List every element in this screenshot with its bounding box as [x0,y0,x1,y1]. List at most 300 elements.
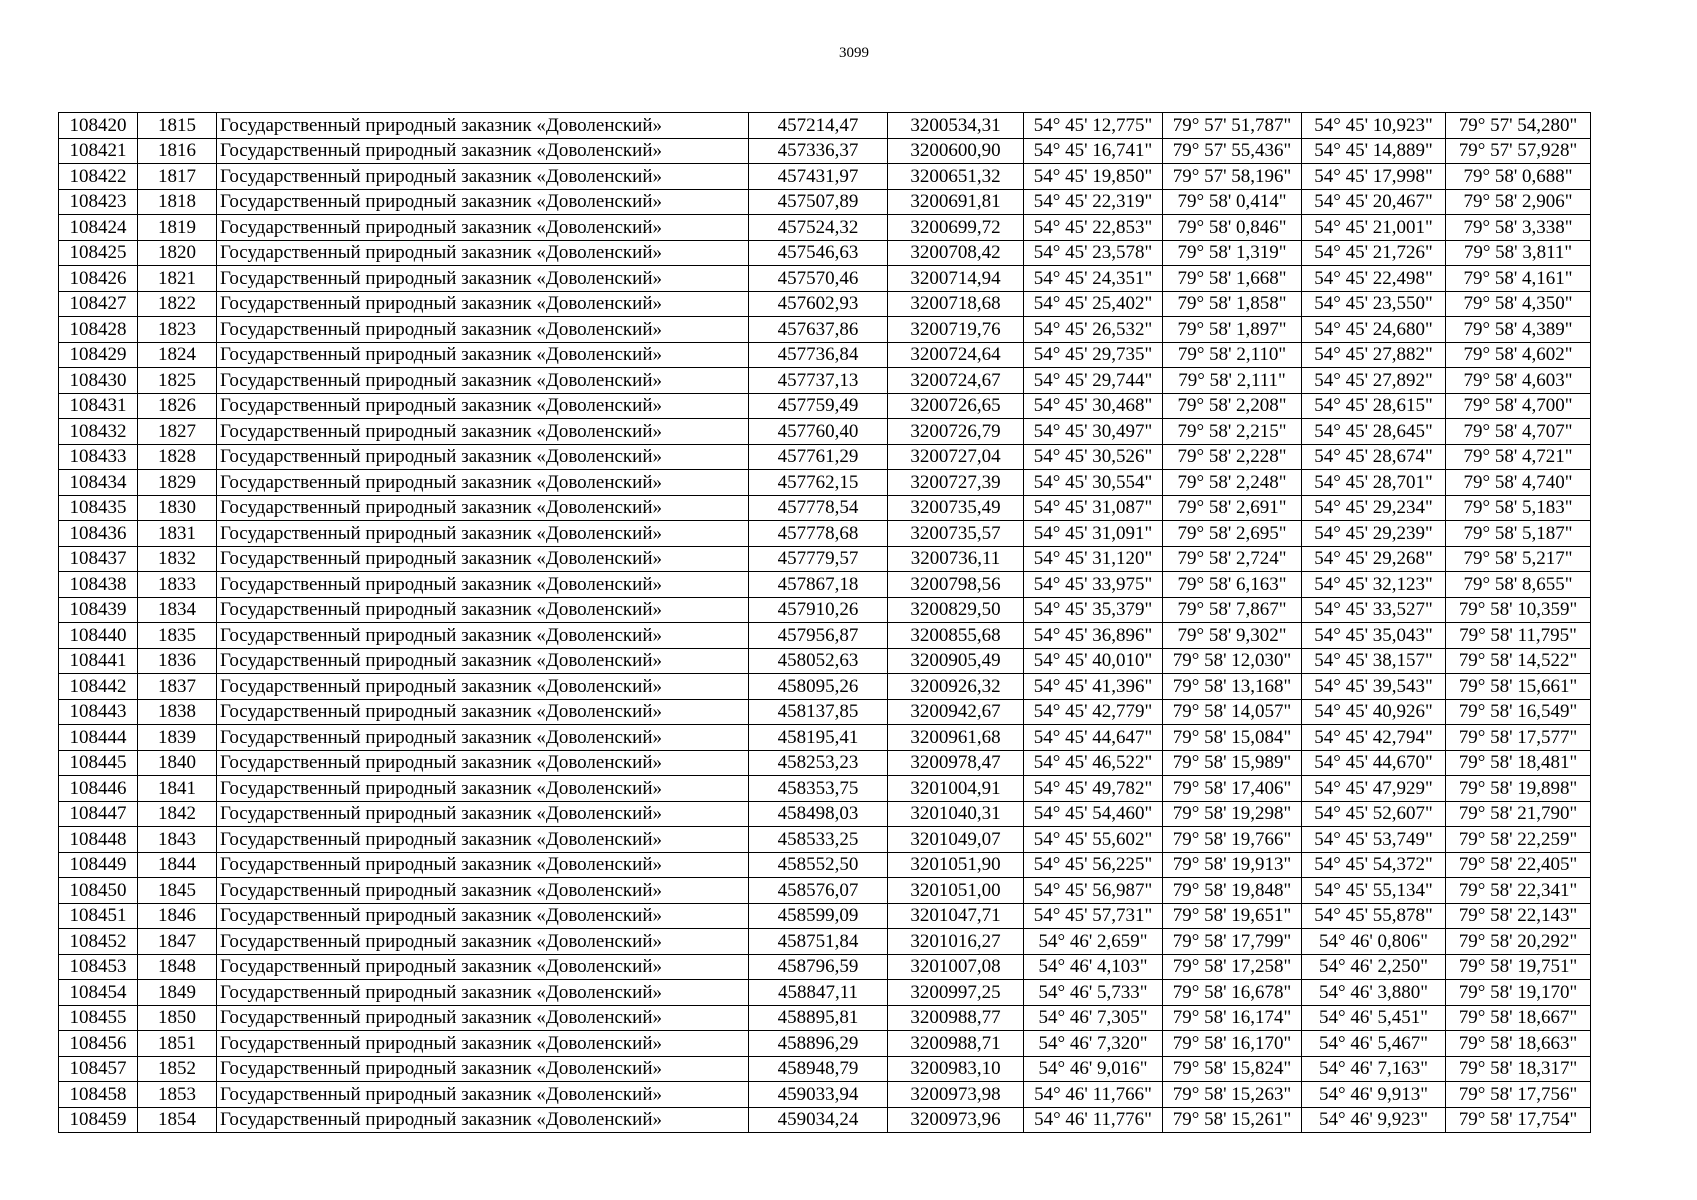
cell-latitude-2: 54° 45' 17,998" [1302,164,1446,190]
cell-object-name: Государственный природный заказник «Доволенский» [217,266,749,292]
cell-point-number: 1819 [138,215,217,241]
cell-point-number: 1826 [138,393,217,419]
cell-x-coordinate: 457778,68 [749,521,888,547]
table-row [59,572,1591,598]
cell-point-number: 1848 [138,954,217,980]
cell-latitude-1: 54° 45' 55,602" [1024,827,1163,853]
cell-latitude-2: 54° 45' 35,043" [1302,623,1446,649]
cell-object-name: Государственный природный заказник «Доволенский» [217,189,749,215]
cell-latitude-1: 54° 45' 24,351" [1024,266,1163,292]
cell-latitude-2: 54° 45' 42,794" [1302,725,1446,751]
table-row [59,317,1591,343]
cell-object-name: Государственный природный заказник «Доволенский» [217,1005,749,1031]
cell-longitude-2: 79° 58' 11,795" [1446,623,1591,649]
cell-point-number: 1845 [138,878,217,904]
cell-point-number: 1821 [138,266,217,292]
cell-longitude-1: 79° 58' 2,724" [1163,546,1302,572]
table-row [59,929,1591,955]
cell-point-number: 1839 [138,725,217,751]
cell-latitude-2: 54° 45' 32,123" [1302,572,1446,598]
cell-object-name: Государственный природный заказник «Доволенский» [217,623,749,649]
cell-longitude-1: 79° 58' 2,215" [1163,419,1302,445]
table-row [59,674,1591,700]
cell-object-name: Государственный природный заказник «Доволенский» [217,521,749,547]
cell-latitude-1: 54° 45' 41,396" [1024,674,1163,700]
cell-point-number: 1853 [138,1082,217,1108]
table-row [59,546,1591,572]
cell-latitude-1: 54° 45' 40,010" [1024,648,1163,674]
cell-longitude-2: 79° 58' 18,667" [1446,1005,1591,1031]
cell-x-coordinate: 458353,75 [749,776,888,802]
cell-point-number: 1824 [138,342,217,368]
cell-x-coordinate: 458253,23 [749,750,888,776]
cell-point-number: 1817 [138,164,217,190]
cell-latitude-2: 54° 46' 9,923" [1302,1107,1446,1133]
cell-longitude-1: 79° 58' 2,248" [1163,470,1302,496]
cell-y-coordinate: 3200719,76 [888,317,1024,343]
cell-longitude-2: 79° 58' 3,338" [1446,215,1591,241]
cell-longitude-1: 79° 57' 58,196" [1163,164,1302,190]
cell-y-coordinate: 3200699,72 [888,215,1024,241]
table-row [59,368,1591,394]
cell-record-id: 108454 [59,980,138,1006]
cell-y-coordinate: 3200727,04 [888,444,1024,470]
cell-longitude-1: 79° 58' 19,848" [1163,878,1302,904]
cell-record-id: 108427 [59,291,138,317]
table-row [59,138,1591,164]
cell-object-name: Государственный природный заказник «Доволенский» [217,776,749,802]
cell-point-number: 1822 [138,291,217,317]
cell-latitude-1: 54° 45' 12,775" [1024,113,1163,139]
cell-point-number: 1833 [138,572,217,598]
cell-point-number: 1837 [138,674,217,700]
cell-latitude-1: 54° 45' 31,120" [1024,546,1163,572]
cell-object-name: Государственный природный заказник «Доволенский» [217,215,749,241]
table-row [59,623,1591,649]
table-row [59,113,1591,139]
cell-record-id: 108428 [59,317,138,343]
cell-object-name: Государственный природный заказник «Доволенский» [217,240,749,266]
cell-longitude-2: 79° 58' 22,259" [1446,827,1591,853]
cell-y-coordinate: 3201051,00 [888,878,1024,904]
cell-longitude-1: 79° 57' 55,436" [1163,138,1302,164]
cell-latitude-2: 54° 45' 14,889" [1302,138,1446,164]
table-row [59,1005,1591,1031]
cell-latitude-2: 54° 46' 5,467" [1302,1031,1446,1057]
cell-latitude-2: 54° 46' 0,806" [1302,929,1446,955]
table-row [59,852,1591,878]
cell-latitude-2: 54° 45' 54,372" [1302,852,1446,878]
cell-x-coordinate: 459034,24 [749,1107,888,1133]
cell-longitude-1: 79° 58' 2,695" [1163,521,1302,547]
cell-longitude-1: 79° 58' 1,319" [1163,240,1302,266]
cell-record-id: 108440 [59,623,138,649]
cell-longitude-2: 79° 58' 4,602" [1446,342,1591,368]
cell-longitude-2: 79° 58' 17,756" [1446,1082,1591,1108]
cell-longitude-1: 79° 58' 12,030" [1163,648,1302,674]
cell-y-coordinate: 3200855,68 [888,623,1024,649]
cell-y-coordinate: 3200978,47 [888,750,1024,776]
cell-record-id: 108448 [59,827,138,853]
cell-latitude-2: 54° 45' 28,615" [1302,393,1446,419]
cell-x-coordinate: 457602,93 [749,291,888,317]
cell-object-name: Государственный природный заказник «Доволенский» [217,827,749,853]
cell-latitude-1: 54° 46' 7,320" [1024,1031,1163,1057]
cell-longitude-1: 79° 58' 17,258" [1163,954,1302,980]
cell-latitude-2: 54° 45' 28,674" [1302,444,1446,470]
cell-object-name: Государственный природный заказник «Доволенский» [217,801,749,827]
cell-latitude-1: 54° 46' 7,305" [1024,1005,1163,1031]
cell-longitude-2: 79° 58' 15,661" [1446,674,1591,700]
cell-y-coordinate: 3200735,49 [888,495,1024,521]
cell-latitude-1: 54° 45' 30,554" [1024,470,1163,496]
cell-longitude-1: 79° 58' 2,691" [1163,495,1302,521]
table-row [59,725,1591,751]
cell-longitude-1: 79° 58' 0,846" [1163,215,1302,241]
table-row [59,827,1591,853]
cell-longitude-2: 79° 58' 17,577" [1446,725,1591,751]
cell-x-coordinate: 458576,07 [749,878,888,904]
cell-record-id: 108436 [59,521,138,547]
cell-point-number: 1820 [138,240,217,266]
cell-longitude-1: 79° 58' 19,913" [1163,852,1302,878]
cell-record-id: 108431 [59,393,138,419]
cell-object-name: Государственный природный заказник «Доволенский» [217,546,749,572]
cell-y-coordinate: 3200727,39 [888,470,1024,496]
cell-latitude-1: 54° 45' 31,087" [1024,495,1163,521]
cell-x-coordinate: 457761,29 [749,444,888,470]
cell-point-number: 1847 [138,929,217,955]
cell-y-coordinate: 3200983,10 [888,1056,1024,1082]
cell-y-coordinate: 3200600,90 [888,138,1024,164]
cell-x-coordinate: 457760,40 [749,419,888,445]
cell-longitude-2: 79° 58' 4,700" [1446,393,1591,419]
cell-point-number: 1842 [138,801,217,827]
cell-x-coordinate: 458599,09 [749,903,888,929]
cell-latitude-1: 54° 46' 11,776" [1024,1107,1163,1133]
cell-longitude-1: 79° 58' 15,989" [1163,750,1302,776]
cell-point-number: 1835 [138,623,217,649]
cell-record-id: 108433 [59,444,138,470]
cell-point-number: 1827 [138,419,217,445]
cell-y-coordinate: 3200988,71 [888,1031,1024,1057]
cell-longitude-2: 79° 58' 4,161" [1446,266,1591,292]
cell-point-number: 1834 [138,597,217,623]
cell-x-coordinate: 457431,97 [749,164,888,190]
cell-object-name: Государственный природный заказник «Доволенский» [217,674,749,700]
cell-record-id: 108439 [59,597,138,623]
cell-y-coordinate: 3200988,77 [888,1005,1024,1031]
cell-longitude-1: 79° 58' 16,678" [1163,980,1302,1006]
cell-longitude-1: 79° 58' 7,867" [1163,597,1302,623]
cell-longitude-2: 79° 58' 3,811" [1446,240,1591,266]
cell-x-coordinate: 457779,57 [749,546,888,572]
cell-y-coordinate: 3200997,25 [888,980,1024,1006]
table-body [59,113,1591,1133]
cell-x-coordinate: 457570,46 [749,266,888,292]
cell-record-id: 108423 [59,189,138,215]
cell-x-coordinate: 458895,81 [749,1005,888,1031]
cell-longitude-2: 79° 58' 22,405" [1446,852,1591,878]
cell-longitude-2: 79° 58' 4,707" [1446,419,1591,445]
cell-x-coordinate: 457762,15 [749,470,888,496]
cell-longitude-2: 79° 58' 2,906" [1446,189,1591,215]
cell-x-coordinate: 457737,13 [749,368,888,394]
cell-latitude-1: 54° 46' 5,733" [1024,980,1163,1006]
cell-latitude-1: 54° 45' 26,532" [1024,317,1163,343]
cell-record-id: 108443 [59,699,138,725]
cell-longitude-2: 79° 58' 4,603" [1446,368,1591,394]
table-row [59,495,1591,521]
cell-latitude-1: 54° 46' 2,659" [1024,929,1163,955]
cell-latitude-1: 54° 45' 30,497" [1024,419,1163,445]
cell-record-id: 108437 [59,546,138,572]
cell-record-id: 108451 [59,903,138,929]
cell-record-id: 108420 [59,113,138,139]
cell-longitude-2: 79° 58' 4,740" [1446,470,1591,496]
cell-point-number: 1844 [138,852,217,878]
cell-y-coordinate: 3200714,94 [888,266,1024,292]
cell-longitude-2: 79° 58' 16,549" [1446,699,1591,725]
cell-longitude-1: 79° 58' 19,766" [1163,827,1302,853]
cell-point-number: 1828 [138,444,217,470]
cell-x-coordinate: 458552,50 [749,852,888,878]
cell-latitude-2: 54° 45' 40,926" [1302,699,1446,725]
cell-x-coordinate: 457546,63 [749,240,888,266]
cell-latitude-1: 54° 45' 33,975" [1024,572,1163,598]
table-row [59,954,1591,980]
cell-latitude-2: 54° 45' 10,923" [1302,113,1446,139]
cell-y-coordinate: 3201016,27 [888,929,1024,955]
table-row [59,1056,1591,1082]
cell-record-id: 108458 [59,1082,138,1108]
cell-longitude-1: 79° 58' 2,228" [1163,444,1302,470]
cell-longitude-1: 79° 58' 2,111" [1163,368,1302,394]
cell-object-name: Государственный природный заказник «Доволенский» [217,113,749,139]
cell-point-number: 1849 [138,980,217,1006]
cell-y-coordinate: 3200718,68 [888,291,1024,317]
cell-longitude-1: 79° 58' 9,302" [1163,623,1302,649]
cell-object-name: Государственный природный заказник «Доволенский» [217,393,749,419]
page-number: 3099 [839,45,869,61]
cell-point-number: 1815 [138,113,217,139]
cell-latitude-2: 54° 45' 53,749" [1302,827,1446,853]
cell-longitude-2: 79° 58' 18,663" [1446,1031,1591,1057]
cell-y-coordinate: 3200726,79 [888,419,1024,445]
cell-y-coordinate: 3200942,67 [888,699,1024,725]
cell-x-coordinate: 458533,25 [749,827,888,853]
cell-latitude-1: 54° 45' 31,091" [1024,521,1163,547]
cell-record-id: 108438 [59,572,138,598]
cell-longitude-2: 79° 58' 18,317" [1446,1056,1591,1082]
cell-point-number: 1841 [138,776,217,802]
cell-object-name: Государственный природный заказник «Доволенский» [217,368,749,394]
cell-longitude-1: 79° 58' 19,298" [1163,801,1302,827]
cell-latitude-1: 54° 45' 54,460" [1024,801,1163,827]
cell-record-id: 108450 [59,878,138,904]
cell-y-coordinate: 3201051,90 [888,852,1024,878]
cell-latitude-1: 54° 45' 22,853" [1024,215,1163,241]
cell-longitude-2: 79° 58' 5,183" [1446,495,1591,521]
cell-record-id: 108441 [59,648,138,674]
cell-object-name: Государственный природный заказник «Доволенский» [217,572,749,598]
cell-longitude-1: 79° 58' 15,824" [1163,1056,1302,1082]
cell-object-name: Государственный природный заказник «Доволенский» [217,1056,749,1082]
cell-x-coordinate: 458052,63 [749,648,888,674]
cell-latitude-2: 54° 45' 28,645" [1302,419,1446,445]
coordinates-table [58,112,1591,1133]
cell-record-id: 108444 [59,725,138,751]
cell-y-coordinate: 3200651,32 [888,164,1024,190]
cell-x-coordinate: 457637,86 [749,317,888,343]
cell-object-name: Государственный природный заказник «Доволенский» [217,750,749,776]
cell-longitude-2: 79° 58' 8,655" [1446,572,1591,598]
cell-latitude-2: 54° 45' 21,001" [1302,215,1446,241]
cell-longitude-1: 79° 58' 17,406" [1163,776,1302,802]
cell-record-id: 108449 [59,852,138,878]
cell-latitude-1: 54° 45' 56,225" [1024,852,1163,878]
cell-latitude-2: 54° 45' 38,157" [1302,648,1446,674]
table-row [59,878,1591,904]
cell-point-number: 1831 [138,521,217,547]
cell-latitude-2: 54° 45' 44,670" [1302,750,1446,776]
cell-latitude-2: 54° 46' 9,913" [1302,1082,1446,1108]
cell-object-name: Государственный природный заказник «Доволенский» [217,317,749,343]
table-row [59,597,1591,623]
table-row [59,266,1591,292]
cell-latitude-2: 54° 45' 27,892" [1302,368,1446,394]
table-row [59,1107,1591,1133]
cell-object-name: Государственный природный заказник «Доволенский» [217,1082,749,1108]
cell-y-coordinate: 3200726,65 [888,393,1024,419]
table-row [59,776,1591,802]
table-row [59,342,1591,368]
cell-latitude-1: 54° 45' 19,850" [1024,164,1163,190]
cell-y-coordinate: 3200724,64 [888,342,1024,368]
cell-latitude-2: 54° 45' 24,680" [1302,317,1446,343]
cell-object-name: Государственный природный заказник «Доволенский» [217,648,749,674]
cell-longitude-2: 79° 58' 5,217" [1446,546,1591,572]
cell-x-coordinate: 457524,32 [749,215,888,241]
cell-record-id: 108457 [59,1056,138,1082]
table-row [59,240,1591,266]
cell-point-number: 1818 [138,189,217,215]
cell-record-id: 108459 [59,1107,138,1133]
table-row [59,215,1591,241]
cell-y-coordinate: 3201049,07 [888,827,1024,853]
cell-y-coordinate: 3200926,32 [888,674,1024,700]
cell-y-coordinate: 3200735,57 [888,521,1024,547]
cell-x-coordinate: 457910,26 [749,597,888,623]
cell-latitude-2: 54° 45' 27,882" [1302,342,1446,368]
cell-y-coordinate: 3200905,49 [888,648,1024,674]
table-row [59,393,1591,419]
cell-record-id: 108426 [59,266,138,292]
cell-y-coordinate: 3200973,98 [888,1082,1024,1108]
cell-y-coordinate: 3200798,56 [888,572,1024,598]
cell-y-coordinate: 3200973,96 [888,1107,1024,1133]
cell-longitude-1: 79° 58' 1,668" [1163,266,1302,292]
cell-longitude-2: 79° 57' 54,280" [1446,113,1591,139]
cell-object-name: Государственный природный заказник «Доволенский» [217,878,749,904]
table-row [59,1082,1591,1108]
table-row [59,291,1591,317]
cell-longitude-1: 79° 57' 51,787" [1163,113,1302,139]
cell-latitude-1: 54° 45' 22,319" [1024,189,1163,215]
cell-x-coordinate: 457778,54 [749,495,888,521]
cell-longitude-2: 79° 58' 4,389" [1446,317,1591,343]
cell-x-coordinate: 458847,11 [749,980,888,1006]
cell-longitude-2: 79° 58' 19,170" [1446,980,1591,1006]
cell-latitude-1: 54° 45' 46,522" [1024,750,1163,776]
cell-latitude-2: 54° 45' 39,543" [1302,674,1446,700]
cell-y-coordinate: 3201007,08 [888,954,1024,980]
cell-record-id: 108456 [59,1031,138,1057]
cell-point-number: 1843 [138,827,217,853]
cell-latitude-2: 54° 45' 55,878" [1302,903,1446,929]
cell-x-coordinate: 457214,47 [749,113,888,139]
cell-point-number: 1825 [138,368,217,394]
table-row [59,980,1591,1006]
cell-point-number: 1854 [138,1107,217,1133]
cell-point-number: 1832 [138,546,217,572]
cell-longitude-1: 79° 58' 15,263" [1163,1082,1302,1108]
cell-object-name: Государственный природный заказник «Доволенский» [217,1107,749,1133]
cell-x-coordinate: 458195,41 [749,725,888,751]
cell-point-number: 1829 [138,470,217,496]
cell-x-coordinate: 457759,49 [749,393,888,419]
cell-x-coordinate: 458498,03 [749,801,888,827]
cell-x-coordinate: 457956,87 [749,623,888,649]
cell-x-coordinate: 457867,18 [749,572,888,598]
cell-latitude-2: 54° 46' 5,451" [1302,1005,1446,1031]
cell-object-name: Государственный природный заказник «Доволенский» [217,954,749,980]
cell-longitude-1: 79° 58' 17,799" [1163,929,1302,955]
cell-x-coordinate: 457736,84 [749,342,888,368]
cell-longitude-1: 79° 58' 19,651" [1163,903,1302,929]
cell-latitude-2: 54° 46' 7,163" [1302,1056,1446,1082]
cell-point-number: 1823 [138,317,217,343]
cell-y-coordinate: 3201047,71 [888,903,1024,929]
cell-record-id: 108432 [59,419,138,445]
cell-point-number: 1850 [138,1005,217,1031]
cell-object-name: Государственный природный заказник «Доволенский» [217,929,749,955]
cell-y-coordinate: 3200708,42 [888,240,1024,266]
cell-latitude-1: 54° 45' 30,468" [1024,393,1163,419]
cell-point-number: 1836 [138,648,217,674]
cell-longitude-1: 79° 58' 15,084" [1163,725,1302,751]
cell-point-number: 1838 [138,699,217,725]
cell-point-number: 1846 [138,903,217,929]
cell-y-coordinate: 3200736,11 [888,546,1024,572]
cell-latitude-2: 54° 45' 33,527" [1302,597,1446,623]
cell-point-number: 1830 [138,495,217,521]
cell-longitude-2: 79° 58' 17,754" [1446,1107,1591,1133]
cell-longitude-1: 79° 58' 16,170" [1163,1031,1302,1057]
cell-latitude-2: 54° 45' 47,929" [1302,776,1446,802]
cell-latitude-1: 54° 45' 35,379" [1024,597,1163,623]
cell-longitude-1: 79° 58' 1,858" [1163,291,1302,317]
cell-latitude-2: 54° 45' 23,550" [1302,291,1446,317]
cell-latitude-2: 54° 45' 29,268" [1302,546,1446,572]
cell-object-name: Государственный природный заказник «Доволенский» [217,597,749,623]
cell-longitude-1: 79° 58' 1,897" [1163,317,1302,343]
cell-record-id: 108442 [59,674,138,700]
cell-x-coordinate: 457336,37 [749,138,888,164]
cell-longitude-2: 79° 58' 18,481" [1446,750,1591,776]
cell-record-id: 108452 [59,929,138,955]
cell-object-name: Государственный природный заказник «Доволенский» [217,164,749,190]
